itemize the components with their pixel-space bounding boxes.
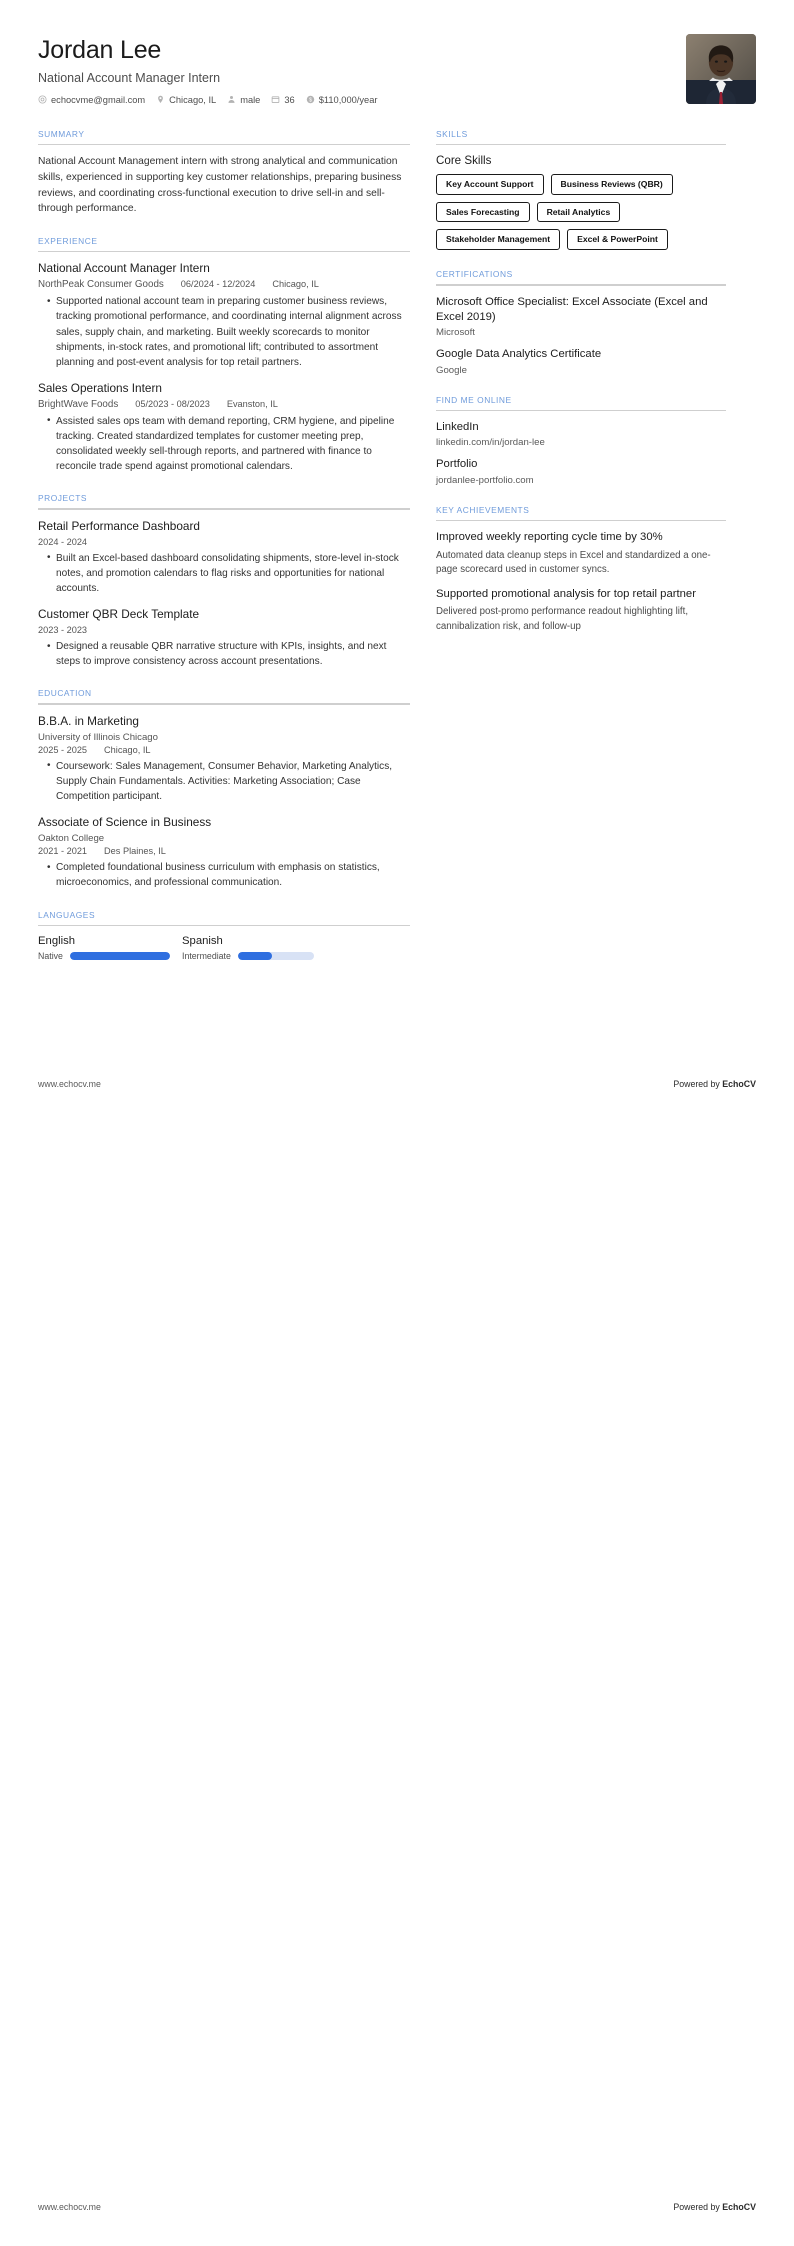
languages-list [38,935,410,961]
contact-gender [227,95,260,105]
entry-dates: 2023 - 2023 [38,625,88,636]
certification-title: Microsoft Office Specialist: Excel Associate (Excel and Excel 2019) [436,295,708,323]
bullet-item: • Designed a reusable QBR narrative structure with KPIs, insights, and next steps to improve consistency across account presentations. [49,639,410,669]
svg-text:$: $ [308,97,312,104]
section-languages [38,910,410,962]
section-summary [38,129,410,217]
entry-bullets [38,759,410,804]
achievement-title: Supported promotional analysis for top retail partner [436,587,696,600]
section-title-languages: LANGUAGES [38,909,96,920]
language-level-row [182,951,314,961]
section-divider [436,284,726,286]
header-text-block [38,34,377,105]
contact-salary [306,95,378,105]
skills-group-name: Core Skills [436,154,492,168]
entry-location: Des Plaines, IL [104,846,166,857]
resume-columns [38,129,756,980]
project-entry [38,607,410,669]
language-name: English [38,935,76,948]
footer-site-url[interactable]: www.echocv.me [38,2202,101,2212]
section-key-achievements [436,505,726,634]
skill-chip: Key Account Support [436,174,544,195]
section-certifications [436,269,726,376]
contact-salary-text: $110,000/year [318,94,378,105]
job-title: National Account Manager Intern [38,70,221,85]
online-profile-label: LinkedIn [436,421,479,434]
language-progress-fill [70,952,170,960]
avatar [686,34,756,104]
avatar-image [686,34,756,104]
language-level: Intermediate [182,951,231,962]
section-title-achievements: KEY ACHIEVEMENTS [436,504,530,515]
section-divider [38,703,410,705]
money-icon [306,95,315,104]
section-title-certifications: CERTIFICATIONS [436,269,513,280]
footer-powered-prefix: Powered by [673,2202,723,2212]
online-profile-url[interactable]: jordanlee-portfolio.com [436,474,534,486]
contact-age-text: 36 [284,94,295,105]
contact-email-text: echocvme@gmail.com [51,94,146,105]
section-title-projects: PROJECTS [38,493,88,504]
footer-brand: EchoCV [722,2202,756,2212]
section-experience [38,236,410,475]
entry-org: BrightWave Foods [38,398,119,410]
calendar-icon [271,95,280,104]
achievement-desc: Delivered post-promo performance readout highlighting lift, cannibalization risk, and follow-up [436,606,689,632]
section-skills [436,129,726,250]
contact-location-text: Chicago, IL [169,94,217,105]
right-column [436,129,726,653]
entry-bullets [38,639,410,669]
language-progress-bar [70,952,170,960]
entry-meta [38,537,410,547]
section-divider [38,925,410,927]
entry-org: NorthPeak Consumer Goods [38,279,164,291]
bullet-item: • Built an Excel-based dashboard consolidating shipments, store-level in-stock notes, and promotion calendars to flag risks and opportunities for national accounts. [49,551,410,596]
skill-chip: Stakeholder Management [436,229,560,250]
section-divider [436,520,726,522]
footer-brand: EchoCV [722,1079,756,1089]
contact-gender-text: male [240,94,261,105]
entry-meta [38,279,410,290]
email-icon [38,95,47,104]
certification-issuer: Google [436,364,467,376]
entry-dates: 2025 - 2025 [38,744,88,755]
online-profile-entry [436,420,726,448]
section-divider [436,410,726,412]
certification-entry [436,347,726,375]
page-title: Jordan Lee [38,36,162,64]
bullet-item: • Completed foundational business curriculum with emphasis on statistics, microeconomics, and professional communication. [49,860,410,890]
section-title-experience: EXPERIENCE [38,235,98,246]
experience-entry [38,381,410,474]
entry-dates: 2021 - 2021 [38,846,88,857]
footer-powered-prefix: Powered by [673,1079,723,1089]
left-column [38,129,410,980]
entry-location: Evanston, IL [226,398,278,409]
location-pin-icon [156,95,165,104]
achievement-entry [436,530,726,577]
bullet-item: • Supported national account team in preparing customer business reviews, tracking promotional performance, and coordinating internal alignment across sales, supply chain, and marketing. Built weekly scorecards to monitor shipments, in-stock rates, and promotional lift; contributed to assortment planning and post-event analysis for top retail partners. [49,294,410,370]
entry-bullets [38,294,410,370]
section-title-skills: SKILLS [436,128,468,139]
entry-location: Chicago, IL [272,279,319,290]
skill-chip: Business Reviews (QBR) [551,174,673,195]
section-title-education: EDUCATION [38,688,92,699]
entry-dates: 2024 - 2024 [38,536,88,547]
entry-title: Sales Operations Intern [38,380,162,395]
entry-meta [38,846,410,856]
skill-chip: Retail Analytics [537,202,621,223]
person-icon [227,95,236,104]
footer-powered-by [673,1079,756,1089]
project-entry [38,519,410,596]
entry-org: Oakton College [38,833,105,845]
entry-meta [38,625,410,635]
entry-meta [38,399,410,410]
certification-entry [436,295,726,339]
section-find-me-online [436,395,726,486]
achievement-title: Improved weekly reporting cycle time by 30% [436,531,663,544]
skill-chip: Sales Forecasting [436,202,530,223]
section-projects [38,493,410,669]
contact-row [38,95,377,105]
section-divider [38,144,410,146]
entry-title: Retail Performance Dashboard [38,518,200,533]
experience-entry [38,261,410,370]
entry-bullets [38,414,410,475]
entry-title: National Account Manager Intern [38,261,210,276]
entry-title: Associate of Science in Business [38,815,212,830]
achievement-desc: Automated data cleanup steps in Excel and standardized a one-page scorecard used in customer syncs. [436,549,711,576]
footer-powered-by [673,2202,756,2212]
education-entry [38,714,410,804]
language-progress-bar [238,952,314,960]
entry-location: Chicago, IL [104,744,151,755]
online-profile-entry [436,457,726,485]
language-level-row [38,951,170,961]
resume-sheet-2 [0,1123,794,2246]
contact-location [156,95,216,105]
entry-meta [38,745,410,755]
online-profile-label: Portfolio [436,458,478,471]
bullet-item: • Coursework: Sales Management, Consumer Behavior, Marketing Analytics, Supply Chain Fundamentals. Activities: Marketing Association; Case Competition participant. [49,759,410,804]
entry-dates: 06/2024 - 12/2024 [180,279,256,290]
section-divider [436,144,726,146]
entry-title: B.B.A. in Marketing [38,713,139,728]
page-footer [38,1079,756,1089]
education-entry [38,815,410,890]
achievement-entry [436,587,726,634]
certification-issuer: Microsoft [436,327,475,339]
page-footer [38,2202,756,2212]
entry-org: University of Illinois Chicago [38,731,158,743]
footer-site-url[interactable]: www.echocv.me [38,1079,101,1089]
skill-chip: Excel & PowerPoint [567,229,668,250]
language-item [38,935,170,961]
section-title-summary: SUMMARY [38,128,85,139]
section-divider [38,508,410,510]
entry-title: Customer QBR Deck Template [38,607,200,622]
language-progress-fill [238,952,272,960]
resume-header [38,34,756,105]
contact-age [271,95,294,105]
contact-email [38,95,145,105]
section-education [38,688,410,890]
skills-chip-list [436,174,726,250]
language-name: Spanish [182,935,223,948]
certification-title: Google Data Analytics Certificate [436,348,602,361]
section-title-online: FIND ME ONLINE [436,394,512,405]
bullet-item: • Assisted sales ops team with demand reporting, CRM hygiene, and pipeline tracking. Created standardized templates for customer meeting prep, consolidated weekly sell-through reports, and partnered with finance to reconcile trade spend against promotional calendars. [49,414,410,475]
section-divider [38,251,410,253]
summary-text: National Account Management intern with strong analytical and communication skills, experienced in supporting key customer relationships, preparing business reviews, and coordinating cross-functional execution to drive sell-in and sell-through performance. [38,156,402,215]
entry-bullets [38,551,410,596]
entry-bullets [38,860,410,890]
entry-dates: 05/2023 - 08/2023 [135,398,210,409]
language-level: Native [38,951,63,962]
language-item [182,935,314,961]
online-profile-url[interactable]: linkedin.com/in/jordan-lee [436,437,545,449]
